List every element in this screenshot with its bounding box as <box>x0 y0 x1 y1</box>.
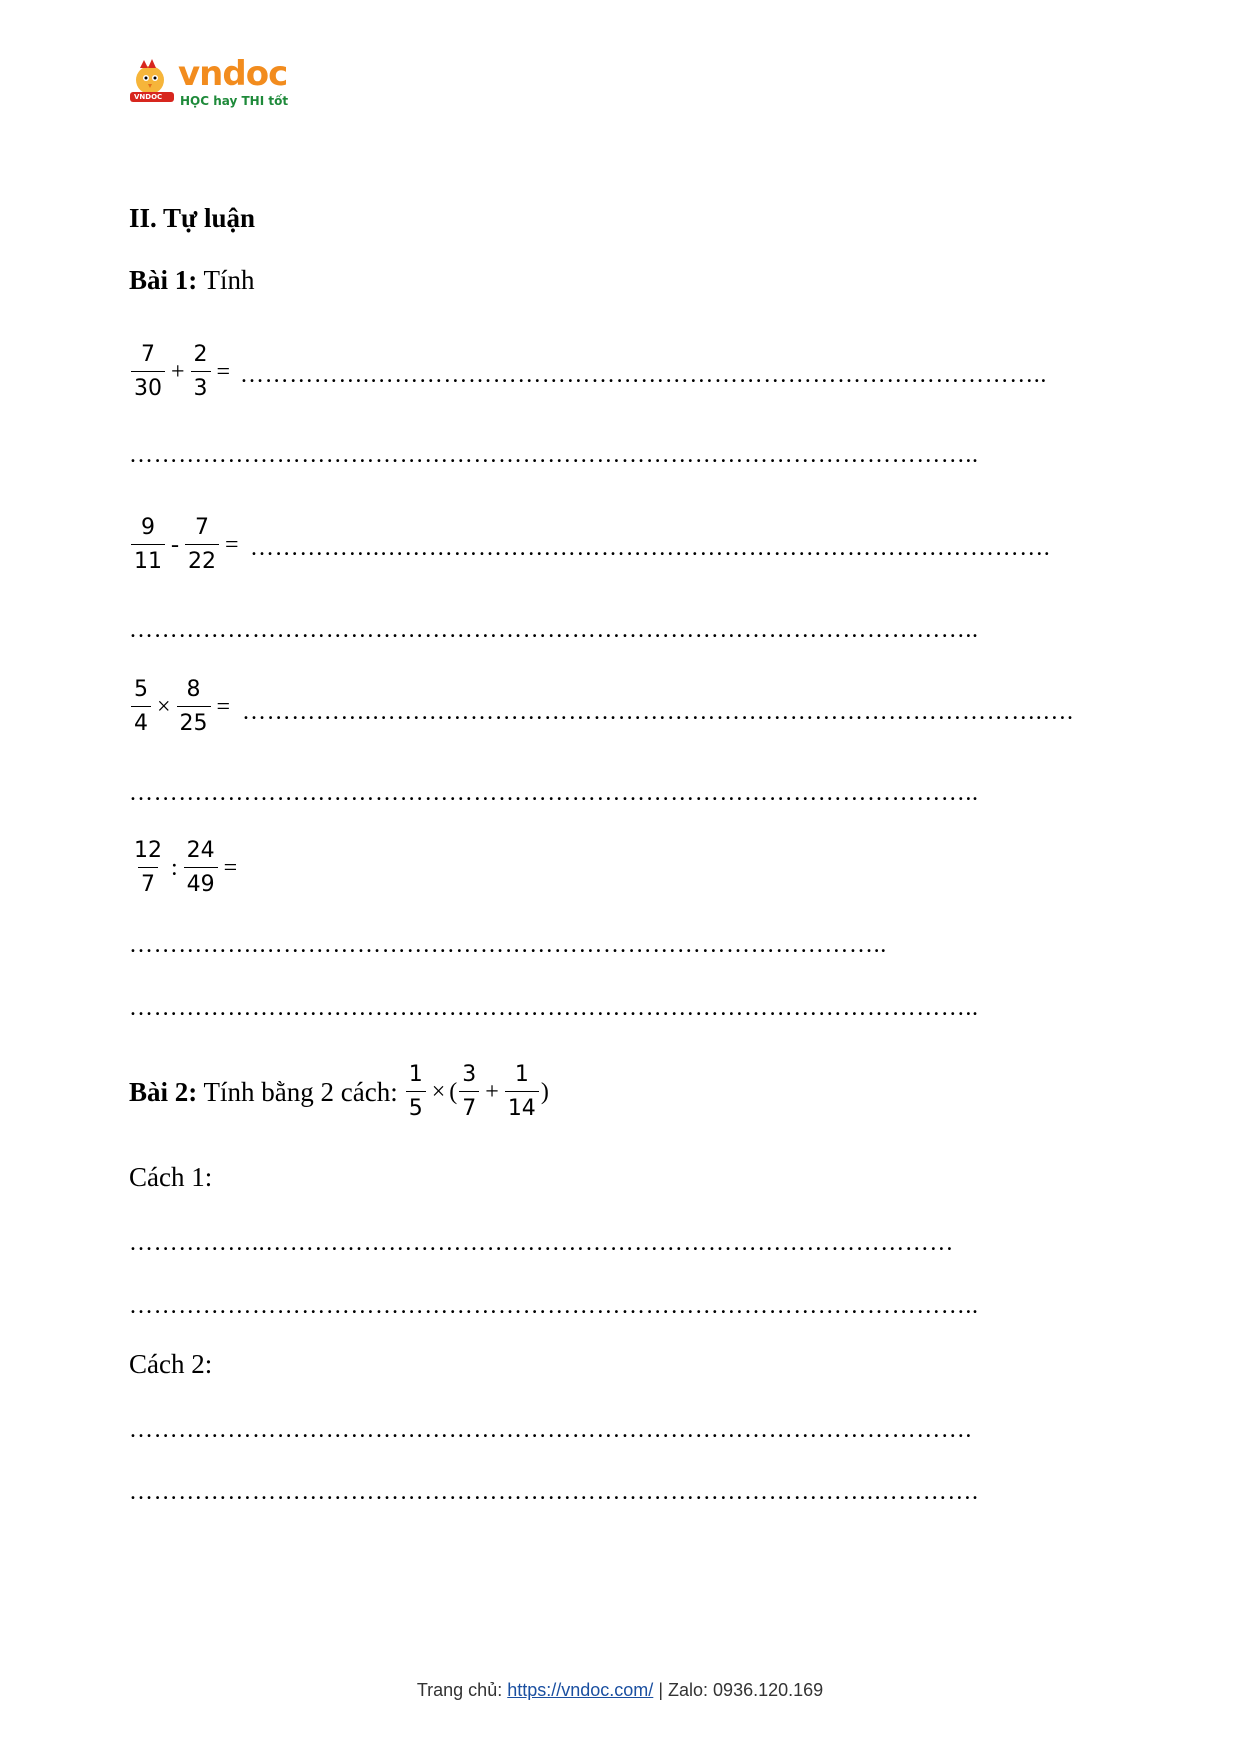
fraction: $\frac{9}{11}$ <box>131 516 165 574</box>
equals-sign: = <box>216 358 231 385</box>
bai1-heading <box>129 265 255 296</box>
operator: - <box>171 531 179 558</box>
operator: + <box>171 358 185 385</box>
vndoc-logo[interactable] <box>128 56 298 114</box>
answer-line[interactable]: …………………………………………………………………………………………. <box>129 1417 972 1443</box>
answer-line[interactable]: ………………………………………………………………………………………….. <box>129 617 979 643</box>
answer-line[interactable]: …………….………………………………………………………………………. <box>250 535 1051 561</box>
exercise-3 <box>129 678 234 736</box>
footer-home-link[interactable]: https://vndoc.com/ <box>507 1680 654 1700</box>
exercise-4 <box>129 839 241 897</box>
fraction: $\frac{1}{14}$ <box>505 1063 539 1121</box>
fraction: $\frac{8}{25}$ <box>177 678 211 736</box>
answer-line[interactable]: ……………………………………………………………………………….…………. <box>129 1479 979 1505</box>
bai2-text: Tính bằng 2 cách: <box>203 1076 398 1107</box>
brand-name: vndoc <box>178 54 288 94</box>
answer-line[interactable]: ………………………………………………………………………………………….. <box>129 1293 979 1319</box>
left-paren: ( <box>449 1078 458 1105</box>
footer-prefix: Trang chủ: <box>416 1680 503 1700</box>
right-paren: ) <box>540 1078 549 1105</box>
bai1-label: Bài 1: <box>129 265 198 295</box>
brand-slogan: HỌC hay THI tốt <box>180 94 289 108</box>
exercise-1 <box>129 343 234 401</box>
footer-zalo: Zalo: 0936.120.169 <box>668 1680 824 1700</box>
badge-text: VNDOC <box>134 93 163 101</box>
fraction: $\frac{12}{7}$ <box>134 838 162 897</box>
page-footer <box>0 1680 1240 1701</box>
answer-line[interactable]: …………….……………………………………………………………………….. <box>240 362 1047 388</box>
section-title: II. Tự luận <box>129 203 256 233</box>
fraction: $\frac{7}{30}$ <box>131 343 165 401</box>
cach2-label: Cách 2: <box>129 1349 213 1379</box>
cach1-label: Cách 1: <box>129 1162 213 1192</box>
plus-sign: + <box>485 1078 499 1105</box>
fraction: $\frac{3}{7}$ <box>459 1063 479 1121</box>
footer-separator: | <box>658 1680 664 1700</box>
equals-sign: = <box>216 693 231 720</box>
equals-sign: = <box>225 531 239 558</box>
fraction: $\frac{5}{4}$ <box>131 678 151 736</box>
operator: × <box>157 693 171 720</box>
exercise-2 <box>129 516 243 574</box>
equals-sign: = <box>223 854 238 881</box>
answer-line[interactable]: ………………………………………………………………………………………….. <box>129 442 979 468</box>
fraction: $\frac{24}{49}$ <box>184 839 218 897</box>
bai2-expression <box>404 1063 549 1121</box>
answer-line[interactable]: …………….………………………………………………………………….. <box>129 932 887 958</box>
times-sign: × <box>431 1078 446 1105</box>
answer-line[interactable]: ………………………………………………………………………………………….. <box>129 995 979 1021</box>
answer-line[interactable]: ……………..………………………………………………………………………… <box>129 1230 954 1256</box>
bai1-text: Tính <box>203 265 255 295</box>
fraction: $\frac{7}{22}$ <box>185 516 219 574</box>
answer-line[interactable]: ………………………………………………………………………………………….. <box>129 780 979 806</box>
operator: : <box>171 854 178 881</box>
fraction: $\frac{2}{3}$ <box>191 343 211 401</box>
answer-line[interactable]: …………….……………………………………………………………………….…. <box>242 699 1074 725</box>
bai2-heading <box>129 1063 549 1121</box>
bai2-label: Bài 2: <box>129 1076 198 1107</box>
fraction: $\frac{1}{5}$ <box>406 1063 426 1121</box>
